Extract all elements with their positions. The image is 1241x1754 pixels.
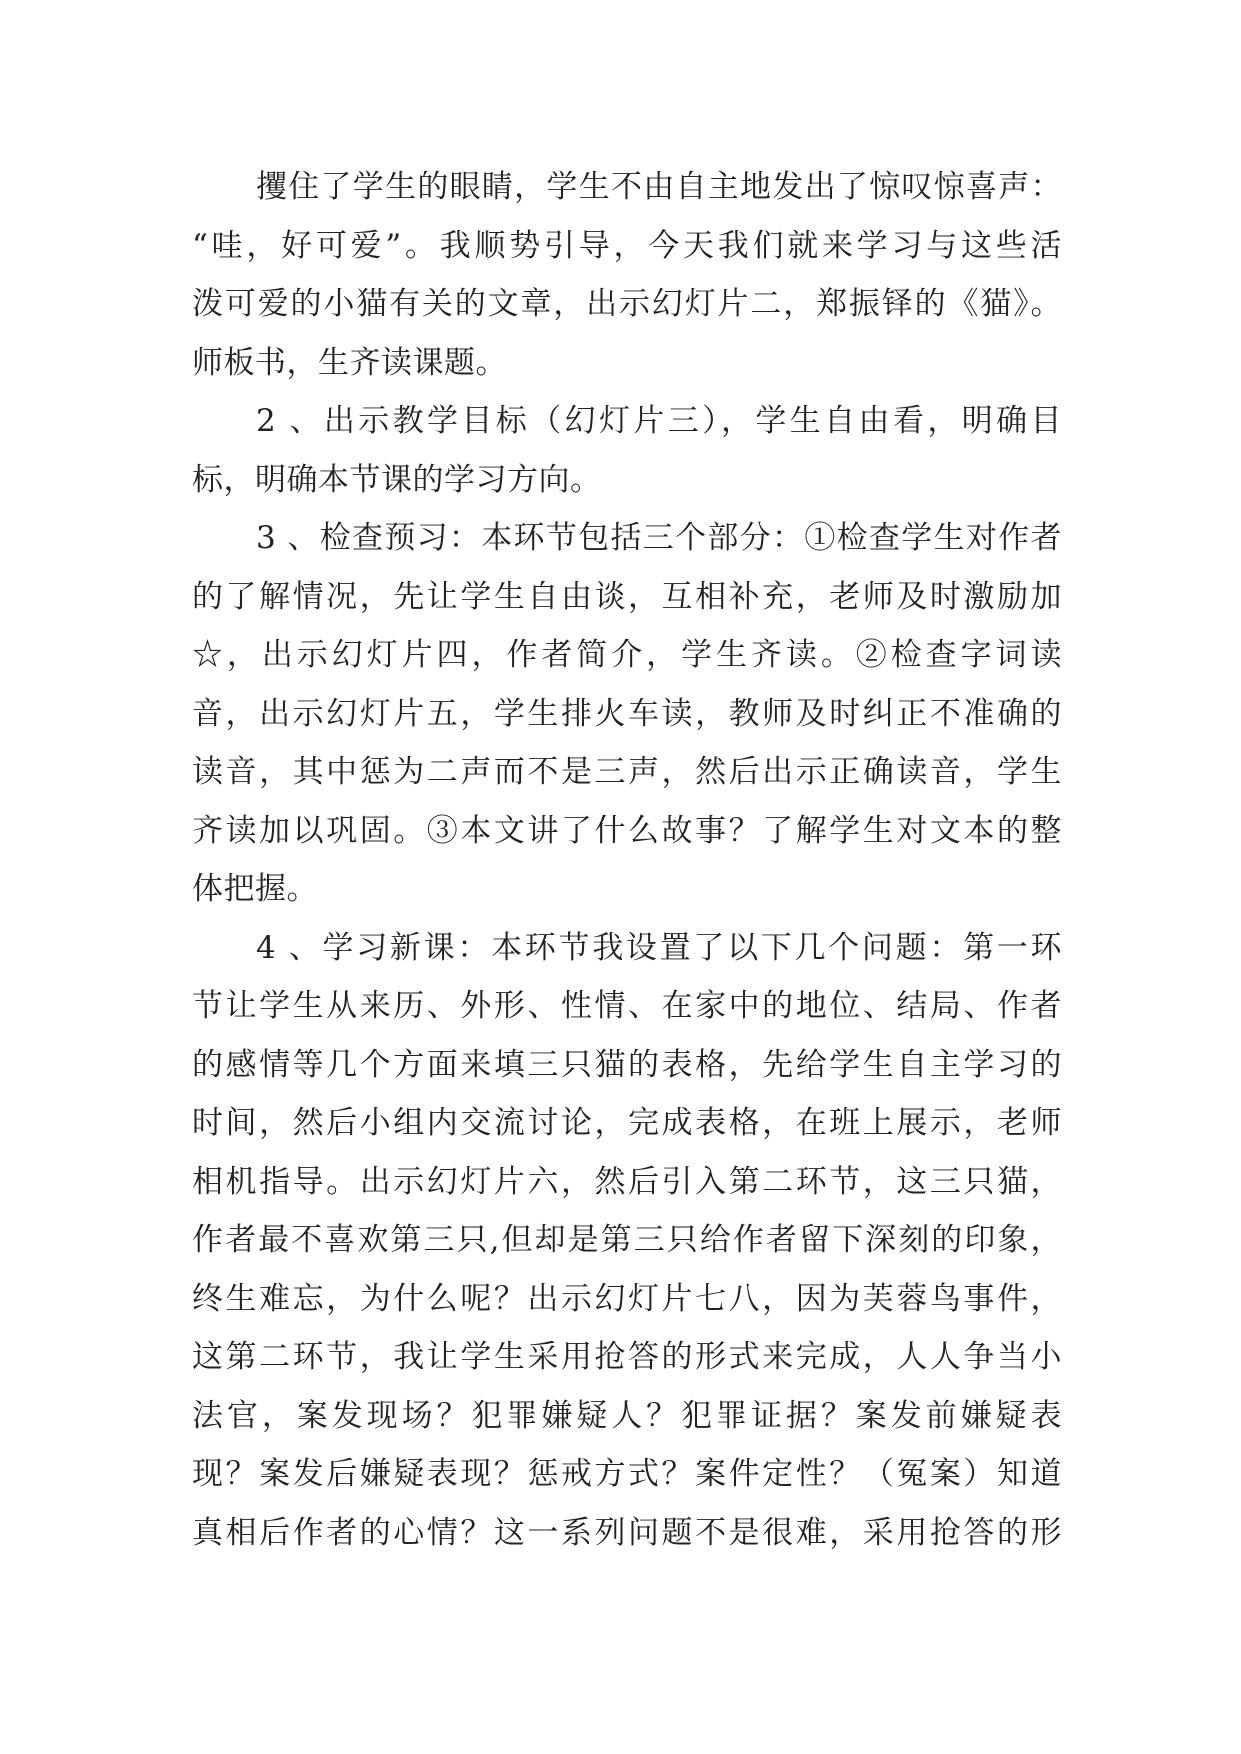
text-line: 齐读加以巩固。③本文讲了什么故事？了解学生对文本的整 <box>192 812 1062 849</box>
text-line: 相机指导。出示幻灯片六，然后引入第二环节，这三只猫， <box>192 1163 1062 1200</box>
text-line: 真相后作者的心情？这一系列问题不是很难，采用抢答的形 <box>192 1514 1062 1551</box>
body-text <box>192 158 1062 1562</box>
text-line: 体把握。 <box>192 871 318 907</box>
text-line: 终生难忘，为什么呢？出示幻灯片七八，因为芙蓉鸟事件， <box>192 1280 1062 1317</box>
text-line: 法官，案发现场？犯罪嫌疑人？犯罪证据？案发前嫌疑表 <box>192 1397 1062 1434</box>
text-line: 4 、学习新课：本环节我设置了以下几个问题：第一环 <box>256 929 1062 966</box>
text-line: 2 、出示教学目标（幻灯片三），学生自由看，明确目 <box>256 403 1062 439</box>
text-line: 现？案发后嫌疑表现？惩戒方式？案件定性？（冤案）知道 <box>192 1456 1062 1492</box>
text-line: 的感情等几个方面来填三只猫的表格，先给学生自主学习的 <box>192 1046 1062 1083</box>
text-line: 这第二环节，我让学生采用抢答的形式来完成，人人争当小 <box>192 1339 1062 1375</box>
text-line: 攫住了学生的眼睛，学生不由自主地发出了惊叹惊喜声： <box>256 169 1062 205</box>
text-line: 泼可爱的小猫有关的文章，出示幻灯片二，郑振铎的《猫》。 <box>192 286 1062 322</box>
text-line: 师板书，生齐读课题。 <box>192 344 507 381</box>
text-line: 音，出示幻灯片五，学生排火车读，教师及时纠正不准确的 <box>192 695 1062 732</box>
text-line: 的了解情况，先让学生自由谈，互相补充，老师及时激励加 <box>192 578 1062 615</box>
text-line: “哇，好可爱”。我顺势引导，今天我们就来学习与这些活 <box>192 227 1062 264</box>
text-line: 读音，其中惩为二声而不是三声，然后出示正确读音，学生 <box>192 754 1062 790</box>
text-line: 节让学生从来历、外形、性情、在家中的地位、结局、作者 <box>192 988 1062 1024</box>
text-line: 3 、检查预习：本环节包括三个部分：①检查学生对作者 <box>256 520 1062 556</box>
text-line: 时间，然后小组内交流讨论，完成表格，在班上展示，老师 <box>192 1105 1062 1141</box>
text-line: ☆，出示幻灯片四，作者简介，学生齐读。②检查字词读 <box>192 637 1062 673</box>
text-line: 标，明确本节课的学习方向。 <box>192 461 602 498</box>
text-line: 作者最不喜欢第三只,但却是第三只给作者留下深刻的印象， <box>192 1222 1062 1258</box>
